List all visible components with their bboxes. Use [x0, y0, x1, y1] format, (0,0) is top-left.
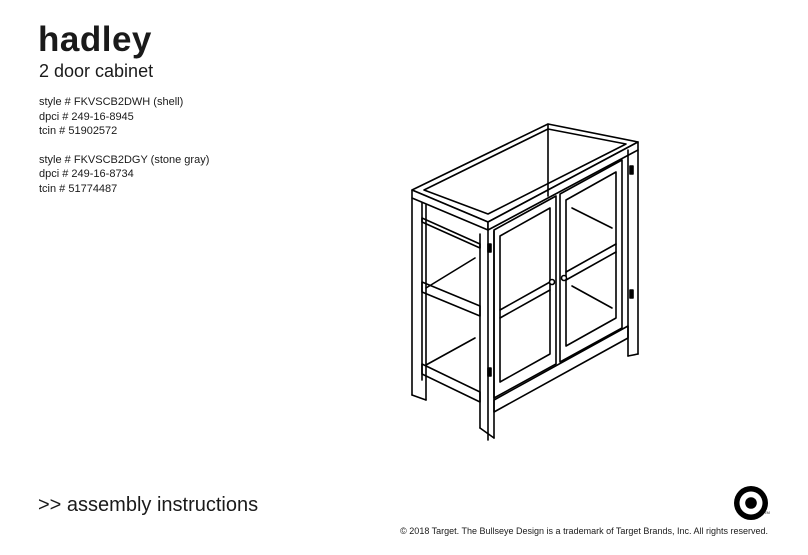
bullseye-logo-icon [733, 485, 769, 521]
spec-group-shell [39, 95, 209, 139]
product-specs [39, 95, 209, 197]
trademark-mark: TM [764, 510, 770, 515]
spec-tcin-line: tcin # 51774487 [39, 182, 118, 195]
document-title: hadley [38, 20, 152, 59]
spec-style-line: style # FKVSCB2DGY (stone gray) [39, 153, 210, 166]
spec-style-line: style # FKVSCB2DWH (shell) [39, 96, 184, 108]
cabinet-illustration [400, 118, 650, 448]
spec-tcin-line: tcin # 51902572 [39, 125, 118, 138]
spec-dpci-line: dpci # 249-16-8945 [39, 110, 134, 123]
spec-dpci-line: dpci # 249-16-8734 [39, 168, 134, 181]
assembly-instructions-label: >> assembly instructions [38, 494, 259, 516]
copyright-notice: © 2018 Target. The Bullseye Design is a trademark of Target Brands, Inc. All rights reserved. [400, 526, 768, 536]
spec-group-stone-gray [39, 153, 209, 197]
document-subtitle: 2 door cabinet [39, 61, 154, 81]
